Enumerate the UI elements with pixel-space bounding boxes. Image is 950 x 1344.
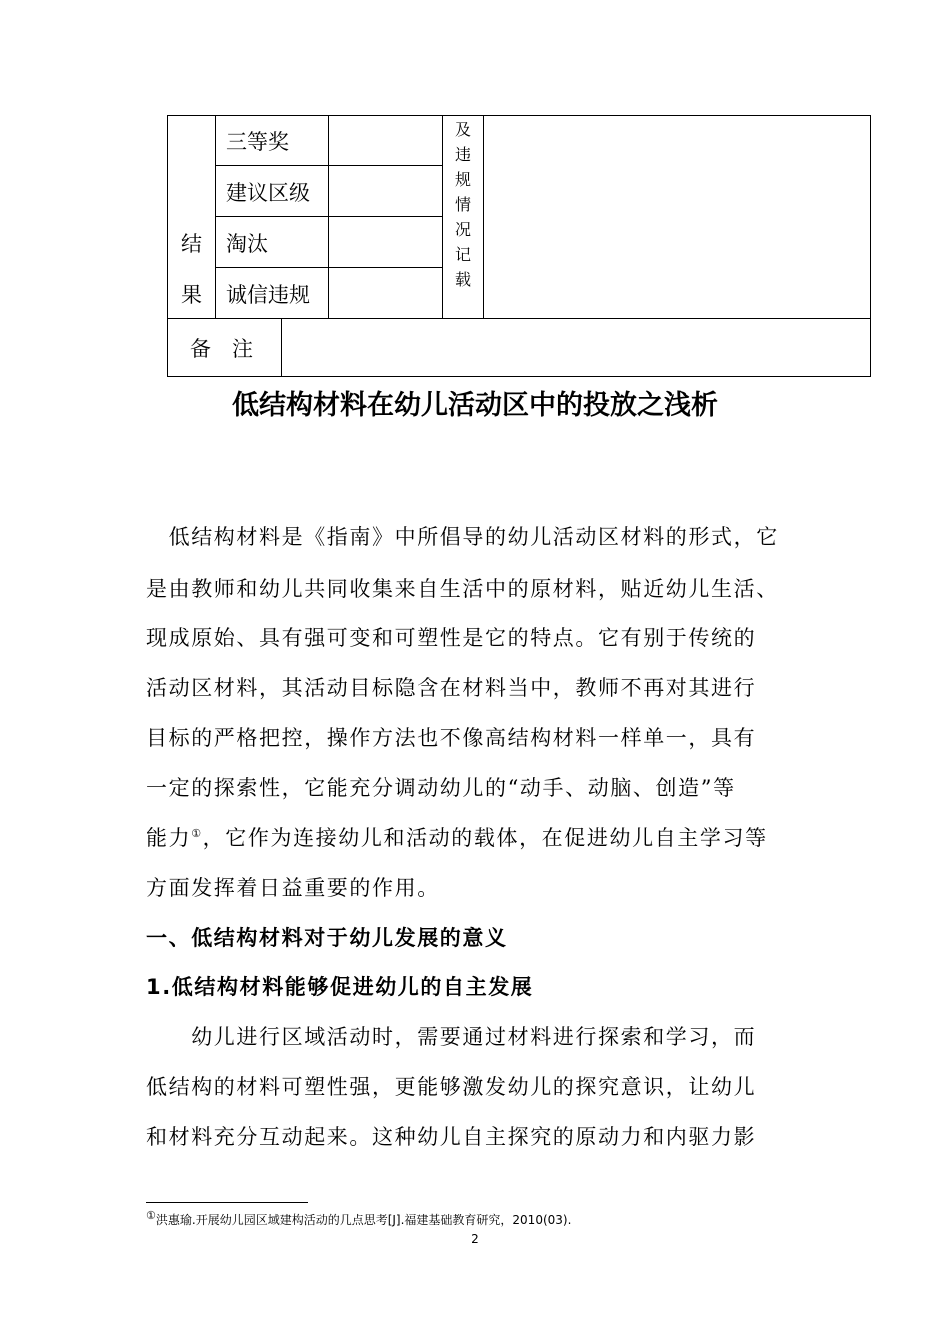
remarks-label: 备 注 bbox=[190, 337, 253, 361]
text-line: 是由教师和幼儿共同收集来自生活中的原材料，贴近幼儿生活、 bbox=[146, 577, 779, 601]
table-row-label: 三等奖 bbox=[226, 130, 289, 154]
subsection-heading: 1.低结构材料能够促进幼儿的自主发展 bbox=[146, 975, 534, 999]
footnote-text: 洪惠瑜.开展幼儿园区域建构活动的几点思考[J].福建基础教育研究，2010(03). bbox=[155, 1213, 572, 1227]
footnote bbox=[146, 1209, 572, 1228]
text-line: 方面发挥着日益重要的作用。 bbox=[146, 876, 440, 900]
table-row-label: 淘汰 bbox=[226, 232, 268, 256]
vertical-header-char: 记 bbox=[454, 245, 471, 264]
result-label-char: 结 bbox=[181, 232, 202, 256]
text-line: 活动区材料，其活动目标隐含在材料当中，教师不再对其进行 bbox=[146, 676, 757, 700]
vertical-header-char: 违 bbox=[454, 145, 471, 164]
footnote-separator bbox=[146, 1202, 308, 1203]
text-line: 幼儿进行区域活动时，需要通过材料进行探索和学习，而 bbox=[146, 1025, 757, 1049]
text-line: 现成原始、具有强可变和可塑性是它的特点。它有别于传统的 bbox=[146, 626, 757, 650]
article-title: 低结构材料在幼儿活动区中的投放之浅析 bbox=[232, 390, 718, 421]
section-heading: 一、低结构材料对于幼儿发展的意义 bbox=[146, 926, 508, 950]
table-row-label: 诚信违规 bbox=[226, 283, 310, 307]
result-label-char: 果 bbox=[181, 283, 202, 307]
text-line: 目标的严格把控，操作方法也不像高结构材料一样单一，具有 bbox=[146, 726, 757, 750]
text-line: 低结构的材料可塑性强，更能够激发幼儿的探究意识，让幼儿 bbox=[146, 1075, 757, 1099]
vertical-header-char: 规 bbox=[454, 170, 471, 189]
vertical-header-char: 况 bbox=[454, 220, 471, 239]
text-line: 和材料充分互动起来。这种幼儿自主探究的原动力和内驱力影 bbox=[146, 1125, 757, 1149]
text-line: 能力①，它作为连接幼儿和活动的载体，在促进幼儿自主学习等 bbox=[146, 826, 768, 850]
footnote-marker: ① bbox=[146, 1209, 156, 1222]
text-line: 一定的探索性，它能充分调动幼儿的“动手、动脑、创造”等 bbox=[146, 776, 736, 800]
page-number: 2 bbox=[471, 1232, 479, 1246]
table-row-label: 建议区级 bbox=[226, 181, 310, 205]
vertical-header-char: 及 bbox=[454, 120, 471, 139]
footnote-ref[interactable]: ① bbox=[191, 827, 203, 840]
vertical-header-char: 情 bbox=[454, 195, 471, 214]
vertical-header-char: 载 bbox=[454, 270, 471, 289]
text-line: 低结构材料是《指南》中所倡导的幼儿活动区材料的形式，它 bbox=[146, 525, 779, 549]
